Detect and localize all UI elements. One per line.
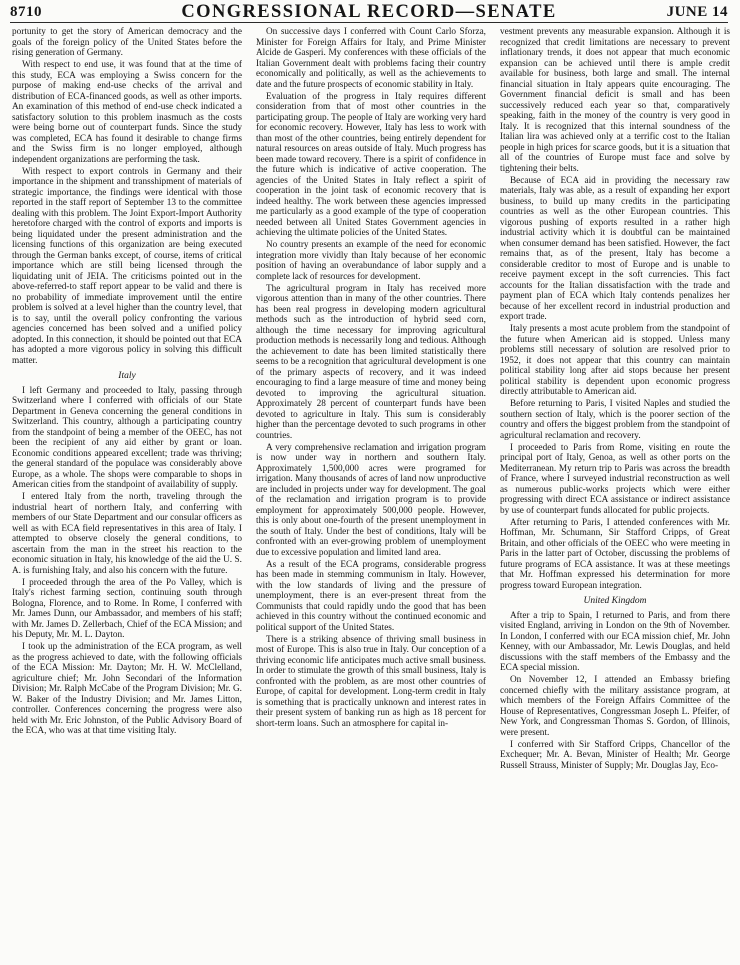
paragraph: As a result of the ECA programs, considerable progress has been made in stemming communism in Italy. However, with the low standards of living and the pressure of unemployment, there is an ever-present threat from the Communists that could rapidly undo the good that has been achieved in this country without the continued economic and political support of the United States.	[256, 559, 486, 633]
paragraph: After a trip to Spain, I returned to Paris, and from there visited England, arriving in London on the 9th of November. In London, I conferred with our ECA mission chief, Mr. John Kenney, with our Ambassador, Mr. Lewis Douglas, and held discussions with the staff members of the Embassy and the ECA special mission.	[500, 610, 730, 673]
issue-date: JUNE 14	[666, 4, 728, 20]
paragraph: I left Germany and proceeded to Italy, passing through Switzerland where I conferred with officials of our State Department in Geneva concerning the general conditions in Switzerland. This country, although a participating country from the standpoint of being a member of the OEEC, has not been the recipient of any aid either by grant or loan. Economic conditions appeared excellent; trade was thriving; the general standard of the populace was considerably above Europe, as a whole. The shops were comparable to shops in American cities from the standpoint of availability of supply.	[12, 385, 242, 490]
paragraph: There is a striking absence of thriving small business in most of Europe. This is also true in Italy. Our conception of a thriving economic life anticipates much active small business. In order to stimulate the growth of this small business, Italy is confronted with the problem, as are most other countries of Europe, of capital for development. Long-term credit in Italy is something that is practically unknown and interest rates in their present system of banking run as high as 18 percent for short-term loans. Such an atmosphere for capital in-	[256, 634, 486, 729]
paragraph: portunity to get the story of American democracy and the goals of the foreign policy of the United States before the rising generation of Germany.	[12, 27, 242, 58]
page-number: 8710	[10, 4, 42, 20]
paragraph: With respect to export controls in Germany and their importance in the shipment and transshipment of materials of strategic importance, the findings were identical with those reported in the staff report of September 13 to the committee dealing with this problem. The Joint Export-Import Authority heretofore charged with the control of exports and imports is being liquidated under the present administration and the licensing functions of this organization are being executed through the German banks except, of course, items of critical importance which are still being licensed through the liquidating unit of JEIA. The criticisms pointed out in the above-referred-to staff report appear to be valid and there is no probability of immediate improvement until the entire problem is solved at a level higher than the country level, that is to say, until the overall policy confronting the various agencies concerned has been solved and a unified policy adopted. In this connection, it should be pointed out that ECA has adopted a more vigorous policy in solving this difficult matter.	[12, 166, 242, 366]
paragraph: Because of ECA aid in providing the necessary raw materials, Italy was able, as a result of expanding her export business, to build up many credits in the participating countries as well as the other European countries. This vigorous pushing of exports resulted in a rather high industrial activity which it is doubtful can be maintained when consumer demand has been satisfied. However, the fact remains that, as of the present, Italy has become a considerable creditor to most of Europe and is unable to receive payment except in the soft currencies. This fact accounts for the Italian dissatisfaction with the trade and payment plan of ECA which Italy contends penalizes her because of her excellent record in industrial production and export trade.	[500, 175, 730, 322]
column-middle	[256, 27, 486, 959]
paragraph: I took up the administration of the ECA program, as well as the progress achieved to date, with the following officials of the ECA Mission: Mr. Dayton; Mr. H. W. McClelland, agriculture chief; Mr. John Secondari of the Information Division; Mr. Ralph McCabe of the Program Division; Mr. G. W. Baker of the Industry Division; and Mr. James Litton, controller. Conferences concerning the progress were also held with Mr. Eric Johnston, of the Public Advisory Board of the ECA, who was at that time visiting Italy.	[12, 642, 242, 736]
paragraph: Evaluation of the progress in Italy requires different consideration from that of most other countries in the participating group. The people of Italy are working very hard for economic recovery. However, Italy has less to work with than most of the other countries, being entirely dependent for natural resources on areas outside of Italy. Much progress has been made toward recovery. There is a spirit of confidence in the future which is indicative of active cooperation. The agencies of the United States in Italy reflect a spirit of cooperation in the joint task of economic recovery that is indeed healthy. The work between these agencies impressed me particularly as a good example of the type of cooperation needed between all United States Government agencies in achieving the ultimate policies of the United States.	[256, 91, 486, 238]
paragraph: On successive days I conferred with Count Carlo Sforza, Minister for Foreign Affairs for Italy, and Prime Minister Alcide de Gasperi. My conferences with these officials of the Italian Government dealt with problems facing their country economically and politically, as well as the achievements to date and the future prospects of economic stability in Italy.	[256, 27, 486, 90]
paragraph: vestment prevents any measurable expansion. Although it is recognized that credit limitations are necessary to prevent inflationary trends, it does not appear that much economic expansion can be achieved until there is ample credit available for business, both large and small. The internal financial situation in Italy appears quite encouraging. The Government financial deficit is small and has been successively reduced each year so that, comparatively speaking, faith in the money of the country is very good in Italy. It is recognized that this internal soundness of the Italian lira was achieved only at a terrific cost to the Italian people in high prices for scarce goods, but it is a situation that all of the countries of Europe must face and solve by tightening their belts.	[500, 27, 730, 174]
paragraph: After returning to Paris, I attended conferences with Mr. Hoffman, Mr. Schumann, Sir Stafford Cripps, of Great Britain, and other officials of the OEEC who were meeting in Paris in the latter part of October, discussing the problems of future programs of ECA assistance. It was at these meetings that Mr. Hoffman expressed his determination for more progress toward European integration.	[500, 517, 730, 591]
paragraph: Italy presents a most acute problem from the standpoint of the future when American aid is stopped. Unless many problems still necessary of solution are resolved prior to 1952, it does not appear that this country can maintain political stability long after aid stops because her present political stability is dependent upon economic progress directly attributable to American aid.	[500, 324, 730, 397]
publication-title: CONGRESSIONAL RECORD—SENATE	[181, 2, 557, 22]
column-left	[12, 27, 242, 959]
paragraph: I entered Italy from the north, traveling through the industrial heart of northern Italy, and conferring with members of our State Department and our consular officers as well as with ECA field representatives in this area of Italy. I attempted to observe closely the general conditions, to ascertain from the man in the street his reaction to the economic situation in Italy, his knowledge of the aid the U. S. A. is furnishing Italy, and also his concern with the future.	[12, 492, 242, 576]
paragraph: I conferred with Sir Stafford Cripps, Chancellor of the Exchequer; Mr. A. Bevan, Minister of Health; Mr. George Russell Strauss, Minister of Supply; Mr. Douglas Jay, Eco-	[500, 739, 730, 771]
text-columns	[12, 27, 730, 959]
paragraph: Before returning to Paris, I visited Naples and studied the southern section of Italy, which is the poorer section of the country and offers the biggest problem from the standpoint of agricultural reclamation and recovery.	[500, 399, 730, 441]
page-header	[10, 2, 728, 23]
paragraph: The agricultural program in Italy has received more vigorous attention than in many of the other countries. There has been real progress in developing modern agricultural methods such as the introduction of hybrid seed corn, although the time necessary for improving agricultural production methods is necessarily long and tedious. Although the achievement to date has been limited statistically there seems to be a recognition that agricultural development is one of the primary aspects of recovery, and it was indeed encouraging to find a large measure of time and money being devoted to improving the agricultural situation. Approximately 28 percent of counterpart funds have been devoted to agriculture in Italy. This sum is considerably higher than the percentage devoted to such programs in other countries.	[256, 283, 486, 441]
paragraph: With respect to end use, it was found that at the time of this study, ECA was employing a Swiss concern for the purpose of making end-use checks of the arrival and distribution of ECA-financed goods, as well as other imports. An examination of this method of end-use check indicated a satisfactory solution to this problem inasmuch as the costs were being borne out of counterpart funds. Since the study was completed, ECA has found it desirable to change firms and the Swiss firm is no longer employed, although independent organizations are performing the task.	[12, 60, 242, 165]
paragraph: I proceeded to Paris from Rome, visiting en route the principal port of Italy, Genoa, as well as other ports on the Mediterranean. My return trip to Paris was across the breadth of France, where I surveyed industrial reconstruction as well as numerous public-works projects which were either progressing with direct ECA assistance or indirect assistance by use of counterpart funds allocated for public projects.	[500, 442, 730, 516]
paragraph: On November 12, I attended an Embassy briefing concerned chiefly with the military assistance program, at which members of the Foreign Affairs Committee of the House of Representatives, Congressman Joseph L. Pfeifer, of New York, and Congressman Thomas S. Gordon, of Illinois, were present.	[500, 675, 730, 738]
paragraph: I proceeded through the area of the Po Valley, which is Italy's richest farming section, continuing south through Bologna, Florence, and to Rome. In Rome, I conferred with Mr. James Dunn, our Ambassador, and members of his staff; with Mr. James D. Zellerbach, Chief of the ECA Mission; and his Deputy, Mr. M. L. Dayton.	[12, 577, 242, 640]
section-heading: Italy	[118, 371, 136, 381]
section-heading: United Kingdom	[583, 596, 647, 606]
paragraph: A very comprehensive reclamation and irrigation program is now under way in northern and southern Italy. Approximately 1,500,000 acres were programed for irrigation. Many thousands of acres of land now unproductive are included in projects under way for development. The goal of the reclamation and irrigation program is to provide employment for approximately 500,000 people. However, this is only about one-fourth of the present unemployment in the south of Italy. Under the best of conditions, Italy will be confronted with an ever-growing problem of unemployment due to excessive population and limited land area.	[256, 442, 486, 558]
paragraph: No country presents an example of the need for economic integration more vividly than Italy because of her economic position of having an overabundance of labor supply and a complete lack of resources for development.	[256, 240, 486, 282]
column-right	[500, 27, 730, 959]
